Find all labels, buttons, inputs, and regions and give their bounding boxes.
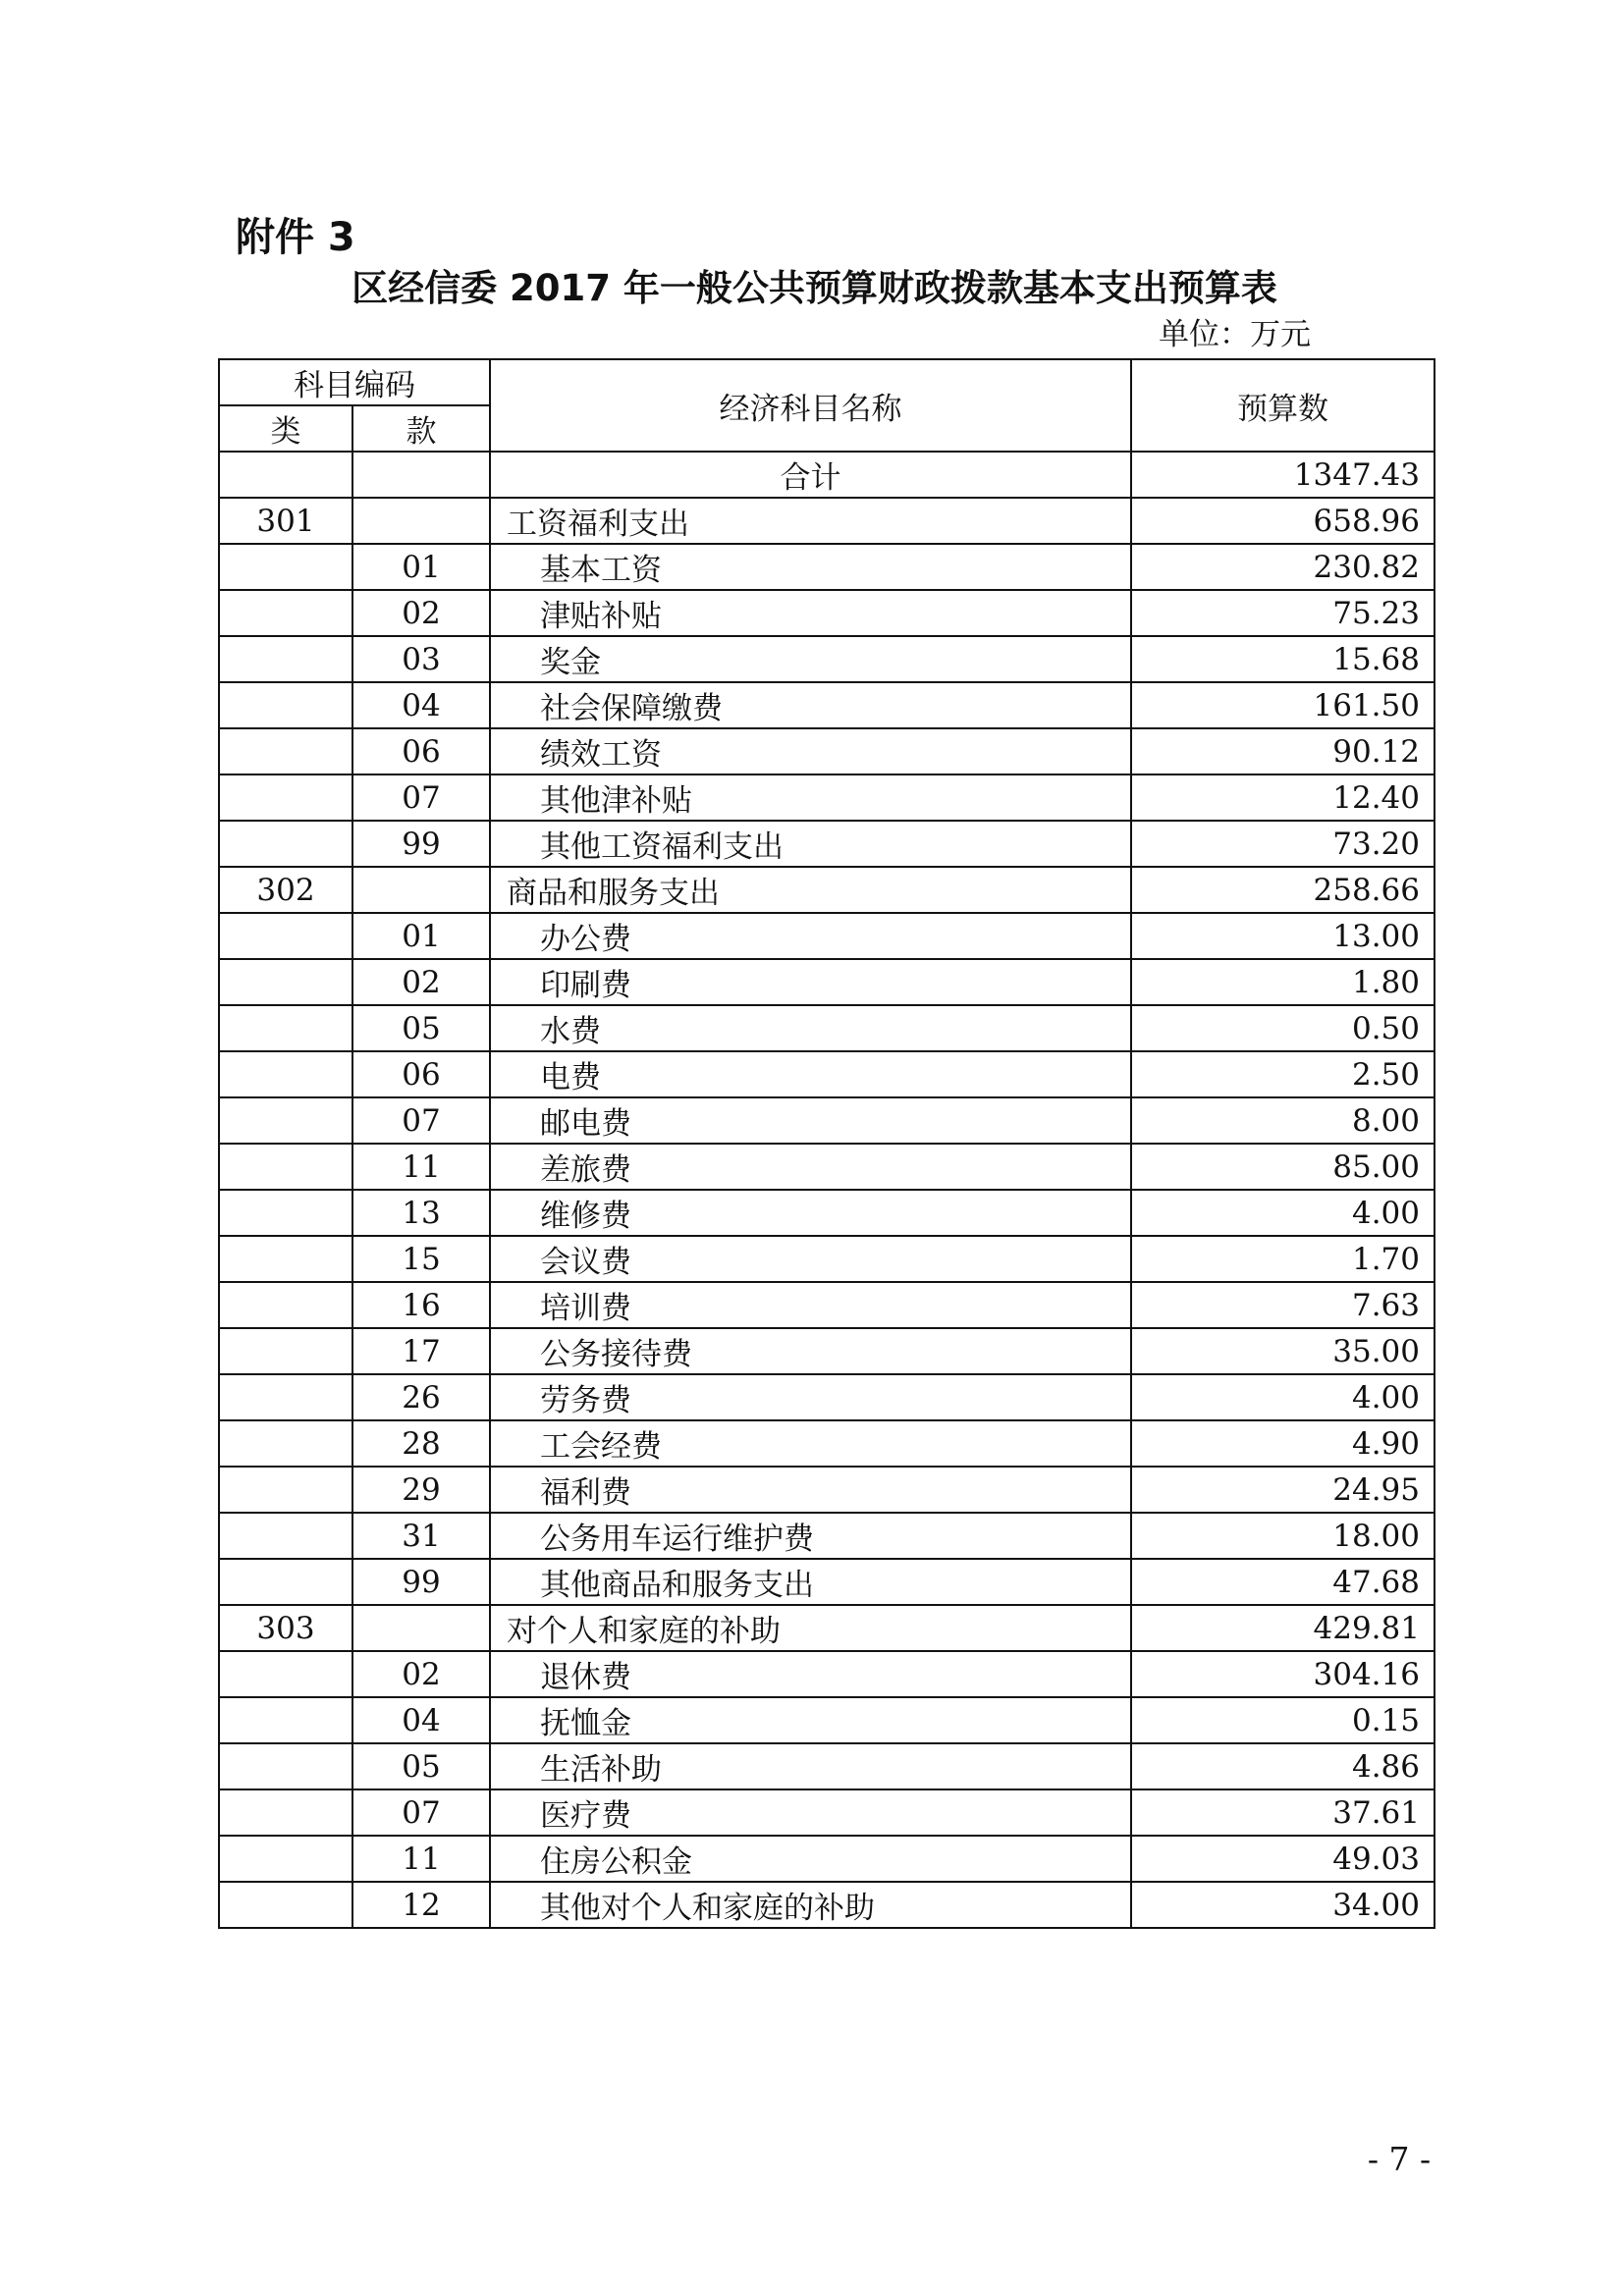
row-lei [219,544,352,590]
row-kuan: 99 [352,821,490,867]
row-amount: 12.40 [1131,774,1435,821]
total-row [219,452,1435,498]
row-kuan: 06 [352,1051,490,1097]
table-row [219,1605,1435,1651]
table-row [219,1882,1435,1928]
table-row [219,1789,1435,1836]
row-lei [219,959,352,1005]
row-kuan: 05 [352,1743,490,1789]
row-amount: 230.82 [1131,544,1435,590]
row-amount: 4.86 [1131,1743,1435,1789]
table-row [219,821,1435,867]
table-row [219,1051,1435,1097]
row-kuan: 07 [352,1097,490,1144]
unit-label: 单位：万元 [1159,317,1311,352]
row-lei [219,1097,352,1144]
table-row [219,1420,1435,1467]
row-name: 抚恤金 [490,1697,1131,1743]
header-kuan: 款 [352,405,490,452]
row-amount: 47.68 [1131,1559,1435,1605]
table-row [219,774,1435,821]
header-amount: 预算数 [1131,359,1435,452]
row-lei [219,1144,352,1190]
budget-table [218,358,1435,1929]
row-amount: 73.20 [1131,821,1435,867]
row-name: 工资福利支出 [490,498,1131,544]
total-name: 合计 [490,452,1131,498]
row-kuan: 28 [352,1420,490,1467]
row-amount: 2.50 [1131,1051,1435,1097]
row-kuan: 11 [352,1144,490,1190]
row-kuan [352,867,490,913]
row-amount: 0.15 [1131,1697,1435,1743]
row-kuan: 05 [352,1005,490,1051]
row-amount: 49.03 [1131,1836,1435,1882]
table-row [219,1374,1435,1420]
row-lei [219,1236,352,1282]
row-kuan: 07 [352,1789,490,1836]
row-lei [219,590,352,636]
header-code-group: 科目编码 [219,359,490,405]
row-lei [219,1051,352,1097]
row-amount: 658.96 [1131,498,1435,544]
table-row [219,1282,1435,1328]
row-kuan: 02 [352,590,490,636]
header-lei: 类 [219,405,352,452]
row-amount: 90.12 [1131,728,1435,774]
row-name: 会议费 [490,1236,1131,1282]
row-name: 奖金 [490,636,1131,682]
row-amount: 4.00 [1131,1190,1435,1236]
row-name: 邮电费 [490,1097,1131,1144]
table-row [219,1190,1435,1236]
row-kuan: 26 [352,1374,490,1420]
table-row [219,1467,1435,1513]
row-name: 维修费 [490,1190,1131,1236]
row-amount: 24.95 [1131,1467,1435,1513]
table-row [219,1236,1435,1282]
row-amount: 75.23 [1131,590,1435,636]
row-lei [219,1374,352,1420]
document-title: 区经信委 2017 年一般公共预算财政拨款基本支出预算表 [352,267,1277,309]
row-kuan: 16 [352,1282,490,1328]
row-amount: 34.00 [1131,1882,1435,1928]
row-lei [219,1513,352,1559]
row-name: 福利费 [490,1467,1131,1513]
row-name: 绩效工资 [490,728,1131,774]
row-amount: 429.81 [1131,1605,1435,1651]
row-lei [219,636,352,682]
row-name: 基本工资 [490,544,1131,590]
row-amount: 1.80 [1131,959,1435,1005]
row-kuan: 01 [352,544,490,590]
row-lei: 303 [219,1605,352,1651]
table-row [219,1836,1435,1882]
row-lei [219,913,352,959]
row-lei: 302 [219,867,352,913]
table-row [219,1513,1435,1559]
row-lei [219,1836,352,1882]
row-name: 工会经费 [490,1420,1131,1467]
budget-table-body [219,452,1435,1928]
row-name: 公务接待费 [490,1328,1131,1374]
row-amount: 1.70 [1131,1236,1435,1282]
row-kuan: 03 [352,636,490,682]
row-name: 公务用车运行维护费 [490,1513,1131,1559]
row-kuan: 06 [352,728,490,774]
table-row [219,590,1435,636]
row-kuan: 01 [352,913,490,959]
row-lei [219,774,352,821]
row-name: 水费 [490,1005,1131,1051]
row-name: 对个人和家庭的补助 [490,1605,1131,1651]
table-row [219,1743,1435,1789]
attachment-label: 附件 3 [236,215,355,260]
row-kuan: 15 [352,1236,490,1282]
row-lei [219,1328,352,1374]
row-kuan: 29 [352,1467,490,1513]
row-name: 电费 [490,1051,1131,1097]
row-name: 生活补助 [490,1743,1131,1789]
row-lei [219,1005,352,1051]
total-amount: 1347.43 [1131,452,1435,498]
row-name: 社会保障缴费 [490,682,1131,728]
row-kuan: 02 [352,1651,490,1697]
row-amount: 258.66 [1131,867,1435,913]
table-row [219,1697,1435,1743]
table-row [219,867,1435,913]
row-kuan: 07 [352,774,490,821]
row-amount: 4.90 [1131,1420,1435,1467]
row-kuan: 13 [352,1190,490,1236]
table-row [219,1559,1435,1605]
row-amount: 37.61 [1131,1789,1435,1836]
row-lei [219,1882,352,1928]
row-kuan: 99 [352,1559,490,1605]
row-name: 其他商品和服务支出 [490,1559,1131,1605]
row-amount: 0.50 [1131,1005,1435,1051]
row-name: 印刷费 [490,959,1131,1005]
row-lei [219,1789,352,1836]
row-kuan: 31 [352,1513,490,1559]
row-lei [219,1743,352,1789]
table-row [219,959,1435,1005]
row-name: 医疗费 [490,1789,1131,1836]
row-lei [219,1420,352,1467]
row-name: 住房公积金 [490,1836,1131,1882]
table-row [219,682,1435,728]
row-lei [219,821,352,867]
row-name: 津贴补贴 [490,590,1131,636]
row-name: 其他津补贴 [490,774,1131,821]
table-row [219,498,1435,544]
row-amount: 15.68 [1131,636,1435,682]
table-row [219,1328,1435,1374]
row-kuan: 02 [352,959,490,1005]
total-kuan [352,452,490,498]
row-kuan: 12 [352,1882,490,1928]
row-name: 办公费 [490,913,1131,959]
row-lei [219,1282,352,1328]
row-name: 其他对个人和家庭的补助 [490,1882,1131,1928]
table-row [219,544,1435,590]
row-amount: 35.00 [1131,1328,1435,1374]
row-kuan: 04 [352,682,490,728]
row-lei [219,682,352,728]
row-lei: 301 [219,498,352,544]
header-name: 经济科目名称 [490,359,1131,452]
row-lei [219,1697,352,1743]
table-row [219,728,1435,774]
total-lei [219,452,352,498]
row-name: 培训费 [490,1282,1131,1328]
row-kuan: 17 [352,1328,490,1374]
header-row-1 [219,359,1435,405]
row-name: 差旅费 [490,1144,1131,1190]
row-amount: 8.00 [1131,1097,1435,1144]
row-lei [219,728,352,774]
row-kuan: 04 [352,1697,490,1743]
row-lei [219,1559,352,1605]
table-row [219,636,1435,682]
row-amount: 4.00 [1131,1374,1435,1420]
row-lei [219,1467,352,1513]
row-name: 商品和服务支出 [490,867,1131,913]
table-row [219,1097,1435,1144]
table-row [219,1005,1435,1051]
table-row [219,1651,1435,1697]
row-kuan [352,498,490,544]
row-amount: 85.00 [1131,1144,1435,1190]
row-amount: 7.63 [1131,1282,1435,1328]
row-name: 劳务费 [490,1374,1131,1420]
page-number: - 7 - [1367,2140,1432,2178]
table-row [219,1144,1435,1190]
table-row [219,913,1435,959]
row-lei [219,1190,352,1236]
row-amount: 13.00 [1131,913,1435,959]
row-amount: 18.00 [1131,1513,1435,1559]
row-kuan: 11 [352,1836,490,1882]
row-amount: 161.50 [1131,682,1435,728]
row-amount: 304.16 [1131,1651,1435,1697]
row-name: 退休费 [490,1651,1131,1697]
row-kuan [352,1605,490,1651]
row-lei [219,1651,352,1697]
row-name: 其他工资福利支出 [490,821,1131,867]
